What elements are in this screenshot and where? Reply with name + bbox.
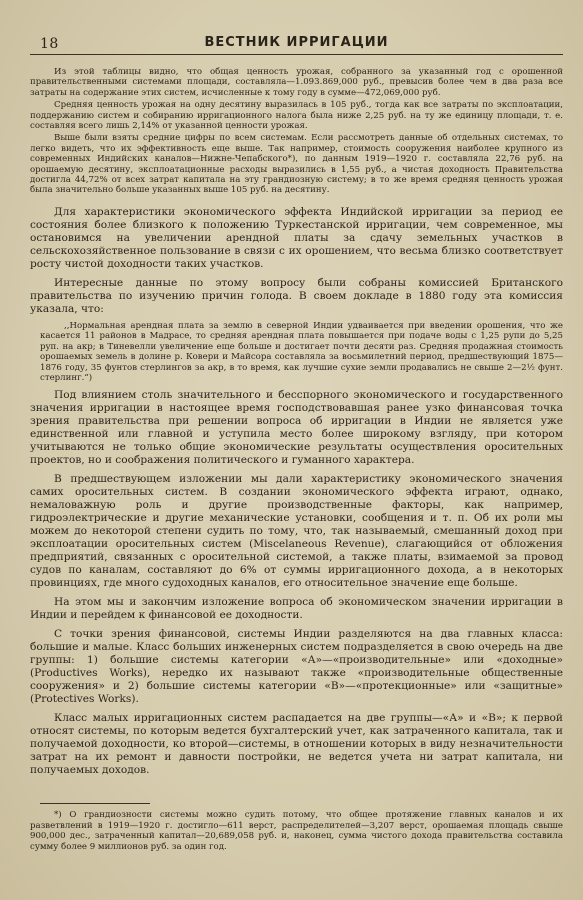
page-number: 18	[40, 36, 59, 52]
running-title: ВЕСТНИК ИРРИГАЦИИ	[204, 35, 389, 50]
paragraph-table-summary: Из этой таблицы видно, что общая ценность урожая, собранного за указанный год с орошенной правительственными системами площади, составляла—1.093.869,000 руб., превысив более чем в два раза все затраты на содержание этих систем, исчисленные к тому году в сумме—472,069,000 руб.	[30, 67, 563, 98]
paragraph-small-systems: Класс малых ирригационных систем распадается на две группы—«А» и «В»; к первой относят системы, по которым ведется бухгалтерский учет, как затраченного капитала, так и получаемой доходности, ко второй—системы, в отношении которых в виду незначительности затрат на их ремонт и давности постройки, не ведется учета ни затрат капитала, ни получаемых доходов.	[30, 712, 563, 777]
paragraph-production-factors: В предшествующем изложении мы дали характеристику экономического значения самих оросительных систем. В создании экономического эффекта играют, однако, немаловажную роль и другие производственные факторы, как например, гидроэлектрические и другие механические установки, сообщения и т. п. Об их роли мы можем до некоторой степени судить по тому, что, так называемый, смешанный доход при эксплоатации оросительных систем (Miscelaneous Revenue), слагающийся от обложения предприятий, связанных с оросительной системой, а также платы, взимаемой за провод судов по каналам, составляют до 6% от суммы ирригационного дохода, а в некоторых провинциях, где много судоходных каналов, его относительное значение еще больше.	[30, 473, 563, 590]
paragraph-yield-value: Средняя ценность урожая на одну десятину выразилась в 105 руб., тогда как все затраты по эксплоатации, поддержанию систем и собиранию ирригационного налога была ниже 2,25 руб. на ту же единицу площади, т. е. составляя всего лишь 2,14% от указанной ценности урожая.	[30, 100, 563, 132]
commission-quote: ,,Нормальная арендная плата за землю в северной Индии удваивается при введении орошения, что же касается 11 районов в Мадрасе, то средняя арендная плата повышается при подаче воды с 1,25 рупи до 5,25 руп. на акр; в Тиневелли увеличение еще больше и достигает почти десяти раз. Средняя продажная стоимость орошаемых земель в долине р. Ковери и Майсора составляла за восьмилетний период, предшествующий 1875—1876 году, 35 фунтов стерлингов за акр, в то время, как лучшие сухие земли продавались не свыше 2—2½ фунт. стерлинг.“)	[40, 320, 563, 383]
paragraph-commission-data: Интересные данные по этому вопросу были собраны комиссией Британского правительства по изучению причин голода. В своем докладе в 1880 году эта комиссия указала, что:	[30, 276, 563, 315]
footnote-divider	[40, 803, 150, 804]
paragraph-conclusion: На этом мы и закончим изложение вопроса об экономическом значении ирригации в Индии и перейдем к финансовой ее доходности.	[30, 596, 563, 622]
page-header	[30, 32, 563, 55]
paragraph-system-efficiency: Выше были взяты средние цифры по всем системам. Если рассмотреть данные об отдельных системах, то легко видеть, что их эффективность еще выше. Так например, стоимость сооружения наиболее крупного из современных Индийских каналов—Нижне-Чепабского*), по данным 1919—1920 г. составляла 22,76 руб. на орошаемую десятину, эксплоатационные расходы выразились в 1,55 руб., а чистая доходность Правительства достигла 44,72% от всех затрат капитала на эту грандиозную систему; в то же время средняя ценность урожая была значительно больше указанных выше 105 руб. на десятину.	[30, 133, 563, 196]
paragraph-economic-effect: Для характеристики экономического эффекта Индийской ирригации за период ее состояния более близкого к положению Туркестанской ирригации, чем современное, мы остановимся на увеличении арендной платы за сдачу земельных участков в сельскохозяйственное пользование в связи с их орошением, что весьма близко соответствует росту чистой доходности таких участков.	[30, 205, 563, 270]
paragraph-state-significance: Под влиянием столь значительного и бесспорного экономического и государственного значения ирригации в настоящее время господствовавшая ранее узко финансовая точка зрения правительства при решении вопроса об ирригации в Индии не является уже единственной или главной и уступила место более широкому взгляду, при котором учитываются не только общие экономические результаты осуществления оросительных проектов, но и соображения политического и гуманного характера.	[30, 389, 563, 467]
footnote: *) О грандиозности системы можно судить потому, что общее протяжение главных каналов и их разветвлений в 1919—1920 г. достигло—611 верст, распределителей—3,207 верст, орошаемая площадь свыше 900,000 дес., затраченный капитал—20,689,058 руб. и, наконец, сумма чистого дохода правительства составила сумму более 9 миллионов руб. за один год.	[30, 810, 563, 852]
paragraph-financial-classes: С точки зрения финансовой, системы Индии разделяются на два главных класса: большие и малые. Класс больших инженерных систем подразделяется в свою очередь на две группы: 1) большие системы категории «А»—«производительные» или «доходные» (Productives Works), нередко их называют также «производительные общественные сооружения» и 2) большие системы категории «В»—«протекционные» или «защитные» (Protectives Works).	[30, 628, 563, 706]
